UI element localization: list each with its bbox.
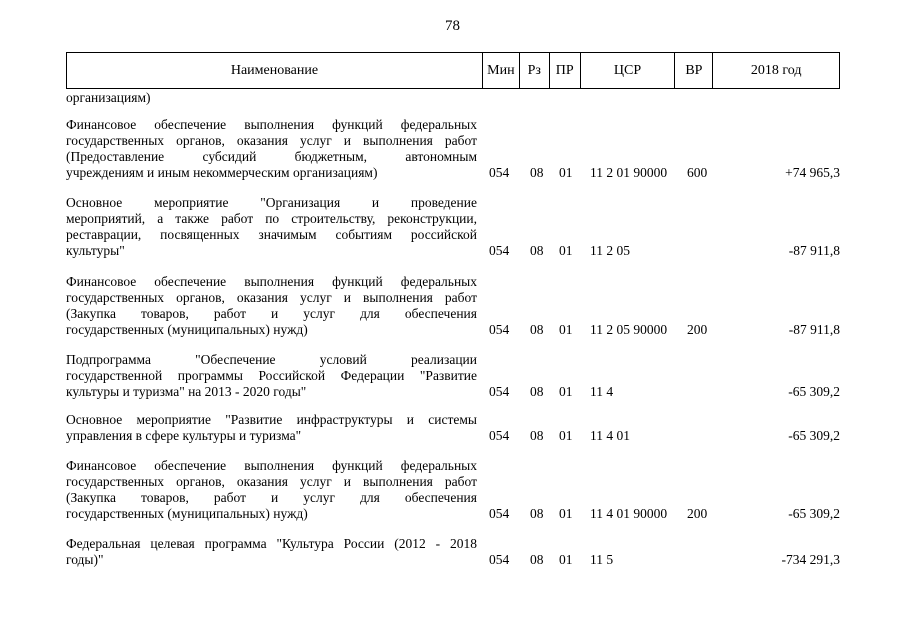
cell-pr: 01	[559, 506, 573, 521]
cell-csr: 11 4 01	[590, 428, 630, 443]
cell-pr: 01	[559, 322, 573, 337]
cell-csr: 11 4 01 90000	[590, 506, 668, 521]
row-name	[66, 195, 477, 259]
name-line: Основное мероприятие "Развитие инфраструктуры и системы	[66, 412, 477, 427]
cell-min: 054	[489, 243, 510, 258]
name-line: государственных (муниципальных) нужд)	[66, 322, 308, 337]
name-line: государственных органов, оказания услуг и выполнения работ	[66, 133, 477, 148]
cell-rz: 08	[530, 165, 544, 180]
cell-min: 054	[489, 428, 510, 443]
name-line: учреждениям и иным некоммерческим организациям)	[66, 165, 378, 180]
cell-csr: 11 2 01 90000	[590, 165, 668, 180]
cell-csr: 11 5	[590, 552, 614, 567]
name-line: Финансовое обеспечение выполнения функций федеральных	[66, 117, 477, 132]
cell-min: 054	[489, 552, 510, 567]
cell-pr: 01	[559, 165, 573, 180]
row-name	[66, 90, 477, 106]
cell-sum: -87 911,8	[788, 243, 840, 258]
name-line: мероприятий, а также работ по строительству, реконструкции,	[66, 211, 477, 226]
name-line: государственной программы Российской Федерации "Развитие	[66, 368, 477, 383]
row-name	[66, 352, 477, 400]
header-name: Наименование	[230, 62, 319, 78]
name-line: управления в сфере культуры и туризма"	[66, 428, 302, 443]
cell-sum: -65 309,2	[788, 384, 840, 399]
cell-rz: 08	[530, 322, 544, 337]
cell-rz: 08	[530, 243, 544, 258]
cell-sum: +74 965,3	[785, 165, 840, 180]
row-name	[66, 274, 477, 338]
header-year: 2018 год	[712, 53, 839, 88]
name-line: государственных (муниципальных) нужд)	[66, 506, 308, 521]
page-number: 78	[445, 18, 460, 34]
cell-pr: 01	[559, 552, 573, 567]
name-line: Основное мероприятие "Организация и проведение	[66, 195, 477, 210]
name-line: культуры"	[66, 243, 125, 258]
cell-sum: -65 309,2	[788, 506, 840, 521]
name-line: Федеральная целевая программа "Культура России (2012 - 2018	[66, 536, 477, 551]
header-csr: ЦСР	[580, 53, 675, 88]
cell-rz: 08	[530, 384, 544, 399]
cell-sum: -87 911,8	[788, 322, 840, 337]
cell-min: 054	[489, 384, 510, 399]
header-pr: ПР	[549, 53, 580, 88]
name-line: (Закупка товаров, работ и услуг для обеспечения	[66, 306, 477, 321]
name-line: государственных органов, оказания услуг и выполнения работ	[66, 290, 477, 305]
name-line: культуры и туризма" на 2013 - 2020 годы"	[66, 384, 307, 399]
name-line: Подпрограмма "Обеспечение условий реализации	[66, 352, 477, 367]
table-row	[66, 90, 840, 106]
cell-csr: 11 2 05 90000	[590, 322, 668, 337]
row-name	[66, 458, 477, 522]
cell-pr: 01	[559, 428, 573, 443]
header-rz: Рз	[519, 53, 549, 88]
cell-rz: 08	[530, 552, 544, 567]
cell-csr: 11 2 05	[590, 243, 630, 258]
cell-min: 054	[489, 506, 510, 521]
cell-min: 054	[489, 165, 510, 180]
name-line: (Закупка товаров, работ и услуг для обеспечения	[66, 490, 477, 505]
cell-pr: 01	[559, 384, 573, 399]
name-line: организациям)	[66, 90, 151, 105]
cell-sum: -734 291,3	[781, 552, 840, 567]
header-min: Мин	[482, 53, 519, 88]
row-name	[66, 117, 477, 181]
name-line: (Предоставление субсидий бюджетным, автономным	[66, 149, 477, 164]
row-name	[66, 412, 477, 444]
table-row	[66, 274, 840, 338]
cell-pr: 01	[559, 243, 573, 258]
cell-vr: 200	[687, 506, 708, 521]
header-vr: ВР	[674, 53, 712, 88]
table-row	[66, 117, 840, 181]
table-row	[66, 195, 840, 259]
row-name	[66, 536, 477, 568]
table-row	[66, 458, 840, 522]
cell-min: 054	[489, 322, 510, 337]
cell-csr: 11 4	[590, 384, 614, 399]
name-line: годы)"	[66, 552, 104, 567]
name-line: государственных органов, оказания услуг и выполнения работ	[66, 474, 477, 489]
table-row	[66, 536, 840, 568]
name-line: Финансовое обеспечение выполнения функций федеральных	[66, 458, 477, 473]
cell-vr: 600	[687, 165, 708, 180]
name-line: Финансовое обеспечение выполнения функций федеральных	[66, 274, 477, 289]
table-row	[66, 412, 840, 444]
table-row	[66, 352, 840, 400]
cell-rz: 08	[530, 506, 544, 521]
table-header	[66, 52, 840, 89]
cell-vr: 200	[687, 322, 708, 337]
cell-sum: -65 309,2	[788, 428, 840, 443]
cell-rz: 08	[530, 428, 544, 443]
name-line: реставрации, посвященных значимым событиям российской	[66, 227, 477, 242]
